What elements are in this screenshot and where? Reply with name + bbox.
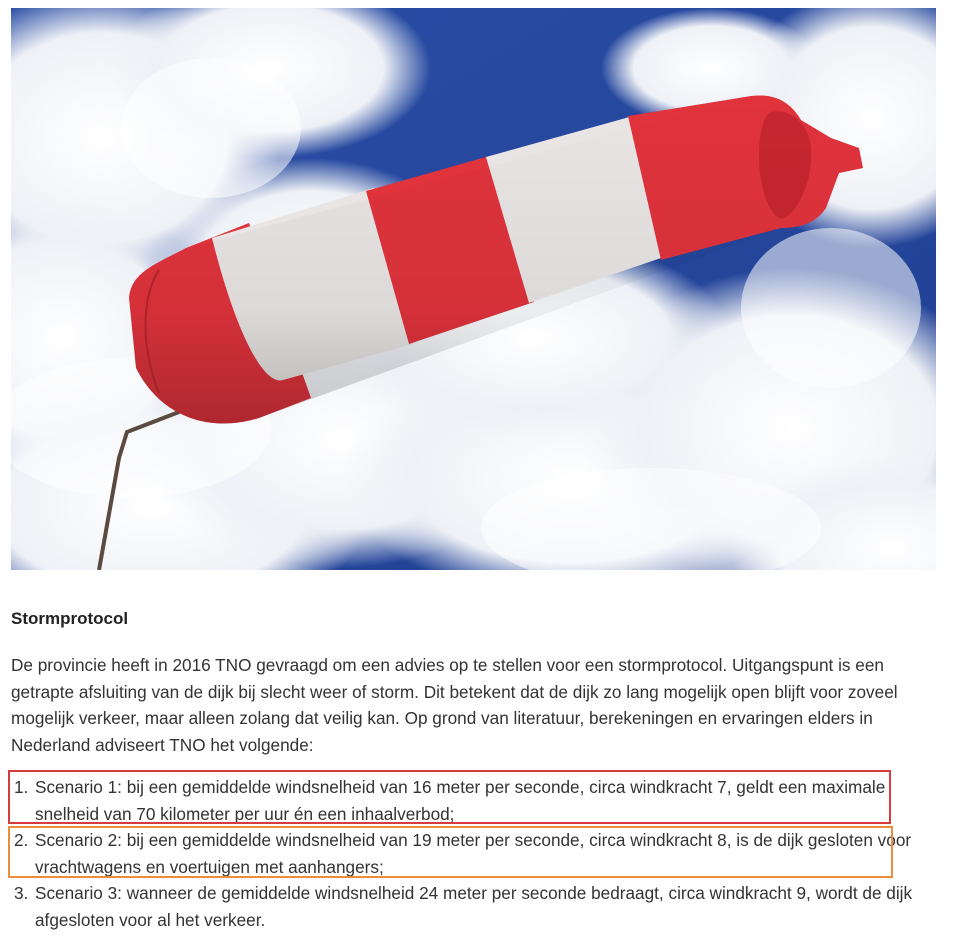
scenario-list	[11, 774, 936, 933]
scenario-text: Scenario 1: bij een gemiddelde windsnelheid van 16 meter per seconde, circa windkracht 7, geldt een maximale snelheid van 70 kilometer per uur én een inhaalverbod;	[35, 777, 886, 824]
intro-paragraph: De provincie heeft in 2016 TNO gevraagd om een advies op te stellen voor een stormprotocol. Uitgangspunt is een getrapte afsluiting van de dijk bij slecht weer of storm. Dit betekent dat de dijk zo lang mogelijk open blijft voor zoveel mogelijk verkeer, maar alleen zolang dat veilig kan. Op grond van literatuur, berekeningen en ervaringen elders in Nederland adviseert TNO het volgende:	[11, 655, 898, 755]
list-item-scenario-3	[11, 880, 936, 933]
list-item-scenario-1	[11, 774, 936, 827]
list-number: 1.	[14, 777, 29, 797]
list-number: 3.	[14, 883, 29, 903]
list-item-scenario-2	[11, 827, 936, 880]
scenario-text: Scenario 2: bij een gemiddelde windsnelheid van 19 meter per seconde, circa windkracht 8, is de dijk gesloten voor vrachtwagens en voertuigen met aanhangers;	[35, 830, 912, 877]
section-heading: Stormprotocol	[11, 609, 129, 628]
list-number: 2.	[14, 830, 29, 850]
scenario-text: Scenario 3: wanneer de gemiddelde windsnelheid 24 meter per seconde bedraagt, circa windkracht 9, wordt de dijk afgesloten voor al het verkeer.	[35, 883, 913, 930]
windsock-photo	[11, 8, 936, 570]
